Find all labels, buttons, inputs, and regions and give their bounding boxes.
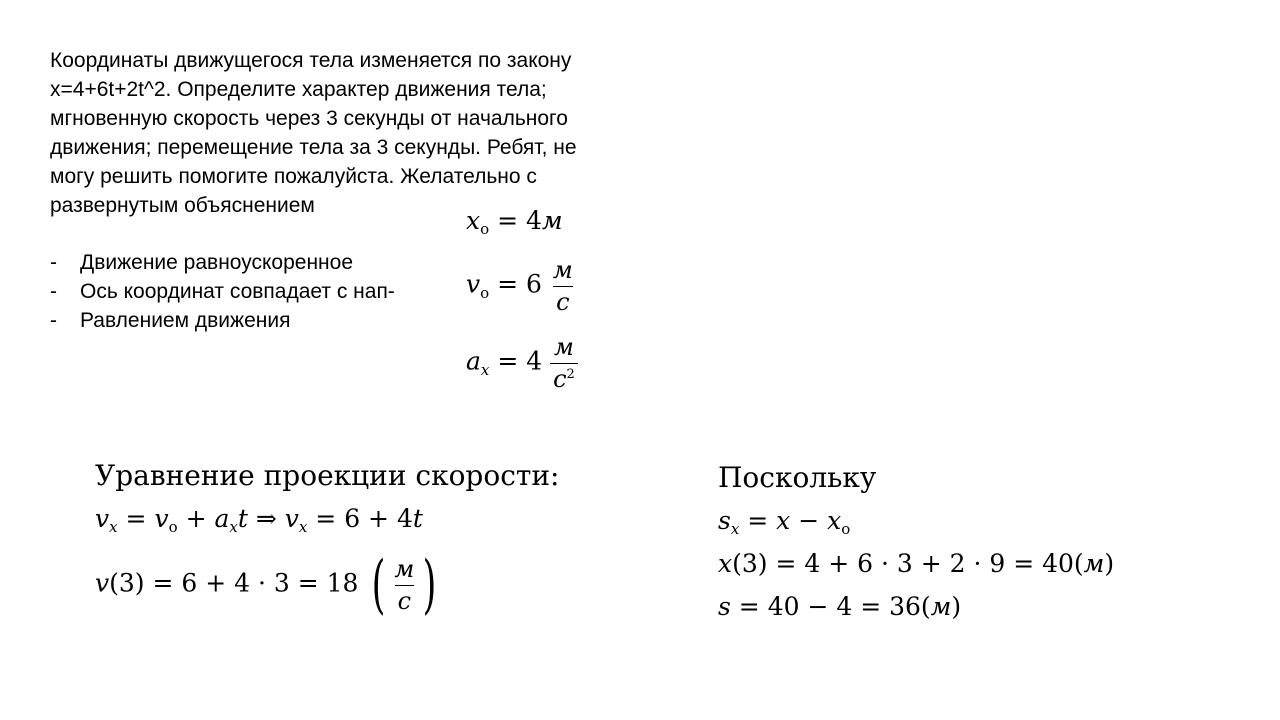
formula-subscript: x [730,520,740,538]
formula-var: x [718,549,733,578]
formula-value: = 6 [497,269,542,299]
fraction-numerator: м [552,256,573,284]
problem-statement [50,46,670,220]
minus-sign: − [798,506,820,535]
formula-var: a [466,346,481,376]
given-v0 [466,256,576,316]
problem-line: движения; перемещение тела за 3 секунды. Ребят, не [50,136,577,159]
implies-sign: ⇒ [255,504,277,533]
left-paren: ( [372,548,386,622]
formula-var: v [466,269,481,299]
right-paren: ) [951,592,962,621]
since-heading: Поскольку [718,461,877,494]
bullet-text: Движение равноускоренное [80,251,354,274]
fraction-numerator: м [394,555,415,583]
formula-var: v [284,504,299,533]
formula-var: a [214,504,230,533]
formula-subscript: x [480,360,490,379]
bullet-dash: - [50,280,57,303]
formula-rhs: = 6 + 4 [315,504,413,533]
fraction [550,256,576,316]
bullet-dash: - [50,309,57,332]
formula-subscript: о [480,220,490,238]
fraction [550,333,578,393]
fraction-denominator: с [395,585,414,615]
right-paren: ) [1104,549,1115,578]
formula-var: x [827,506,842,535]
bullet-text: Ось координат совпадает с нап- [80,280,395,303]
problem-line: Координаты движущегося тела изменяется по закону [50,49,572,72]
plus-sign: + [185,504,207,533]
bullet-dash: - [50,251,57,274]
formula-var: x [776,506,791,535]
fraction [391,555,417,615]
list-item [50,306,395,335]
formula-var: v [95,568,110,598]
problem-line: развернутым объяснением [50,194,315,217]
equals-sign: = [747,506,769,535]
formula-unit: м [1083,549,1105,578]
displacement-equation [718,506,851,538]
formula-subscript: x [298,518,308,536]
given-ax [466,333,578,393]
equals-sign: = [125,504,147,533]
formula-subscript: x [109,518,118,536]
velocity-heading: Уравнение проекции скорости: [95,459,560,492]
formula-rhs: = 40 − 4 = 36( [738,592,931,621]
list-item [50,277,395,306]
fraction-numerator: м [554,333,574,361]
formula-var: s [718,592,731,621]
formula-var: x [466,206,481,235]
velocity-at-3 [95,548,442,622]
den-letter: с [553,365,567,393]
given-x0 [466,206,563,238]
formula-subscript: о [168,518,178,536]
fraction-denominator [550,363,578,393]
formula-value: = 4 [497,346,543,376]
formula-subscript: о [480,283,490,302]
formula-var: t [237,504,248,533]
formula-unit: м [541,206,563,235]
formula-rhs: (3) = 6 + 4 · 3 = 18 [109,568,359,598]
velocity-equation [95,504,423,536]
formula-value: = 4 [497,206,542,235]
formula-rhs: (3) = 4 + 6 · 3 + 2 · 9 = 40( [732,549,1084,578]
exponent: 2 [566,367,575,382]
position-at-3 [718,549,1114,578]
formula-var: v [95,504,110,533]
problem-line: могу решить помогите пожалуйста. Желательно с [50,165,537,188]
displacement-result [718,592,961,621]
formula-var: s [718,506,731,535]
formula-unit: м [930,592,952,621]
bullet-list [50,248,395,335]
formula-subscript: x [229,518,238,536]
problem-line: мгновенную скорость через 3 секунды от начального [50,107,568,130]
list-item [50,248,395,277]
bullet-text: Равлением движения [80,309,291,332]
formula-subscript: о [841,520,851,538]
right-paren: ) [422,548,437,622]
fraction-denominator: с [553,286,572,316]
formula-var: v [154,504,169,533]
problem-line: x=4+6t+2t^2. Определите характер движения тела; [50,78,547,101]
formula-var: t [412,504,423,533]
